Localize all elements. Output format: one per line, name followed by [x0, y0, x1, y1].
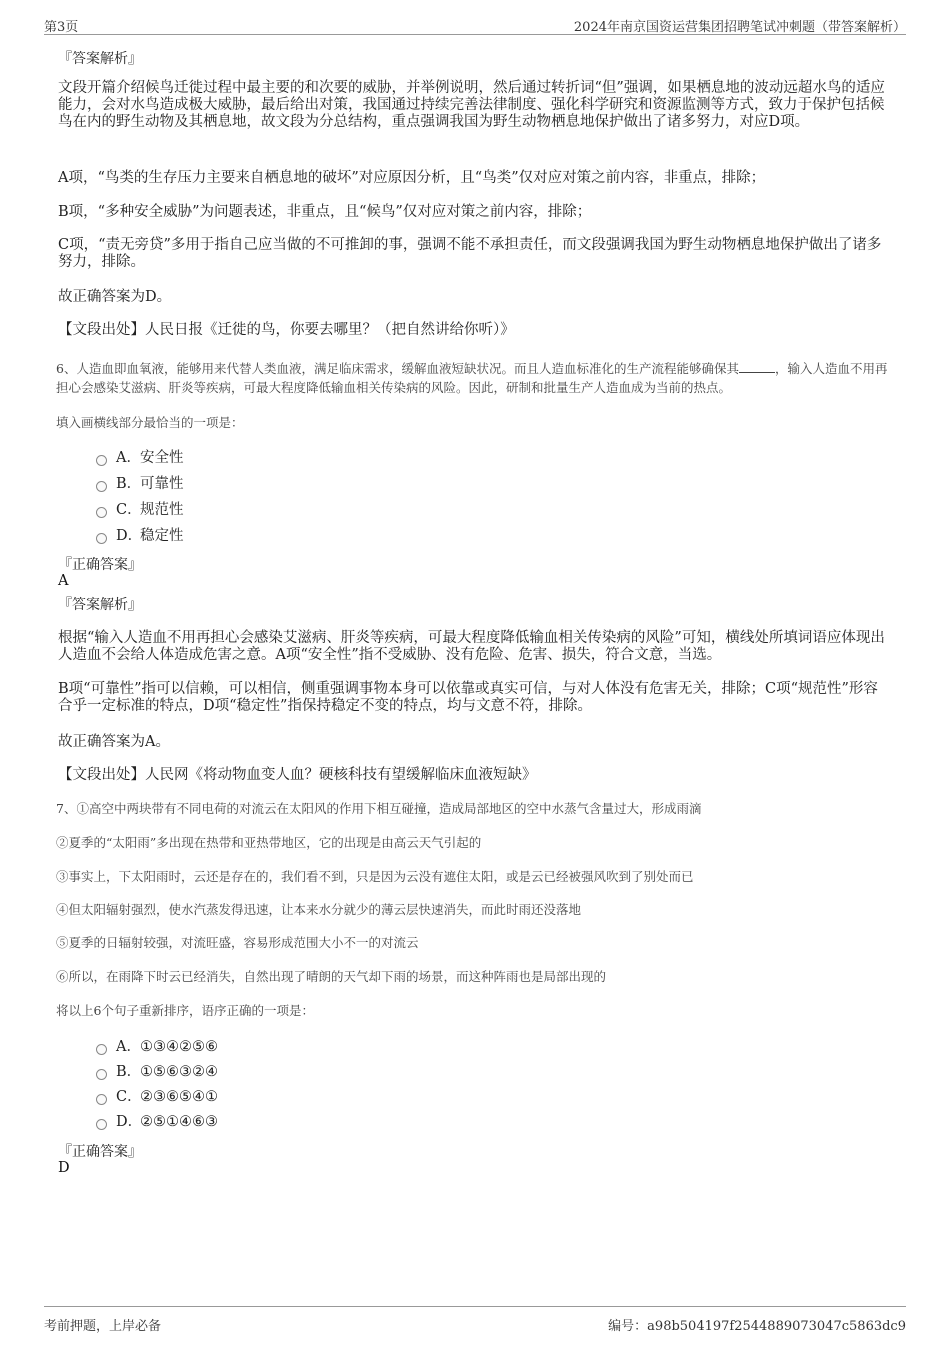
q6-option-d[interactable] — [96, 526, 184, 546]
q7-instruction: 将以上6个句子重新排序，语序正确的一项是： — [56, 1003, 314, 1018]
q5-analysis-paragraph-3: B项，“多种安全威胁”为问题表述，非重点，且“候鸟”仅对应对策之前内容，排除； — [58, 204, 592, 220]
page-number: 第3页 — [44, 20, 79, 35]
q6-analysis-paragraph-1: 根据“输入人造血不用再担心会感染艾滋病、肝炎等疾病，可最大程度降低输血相关传染病的风险”可知，横线处所填词语应体现出人造血不会给人体造成危害之意。A项“安全性”指不受威胁、没有危险、危害、损失，符合文意，当选。 — [58, 630, 885, 663]
footer-slogan: 考前押题，上岸必备 — [44, 1319, 162, 1334]
radio-button-icon[interactable] — [96, 533, 107, 544]
q5-analysis-paragraph-2: A项，“鸟类的生存压力主要来自栖息地的破坏”对应原因分析，且“鸟类”仅对应对策之前内容，非重点，排除； — [58, 170, 766, 186]
radio-button-icon[interactable] — [96, 481, 107, 492]
document-title: 2024年南京国资运营集团招聘笔试冲刺题（带答案解析） — [573, 20, 906, 35]
q7-sentence-4: ④但太阳辐射强烈，使水汽蒸发得迅速，让本来水分就少的薄云层快速消失，而此时雨还没落地 — [56, 902, 582, 917]
q5-analysis-paragraph-1: 文段开篇介绍候鸟迁徙过程中最主要的和次要的威胁，并举例说明，然后通过转折词“但”强调，如果栖息地的波动远超水鸟的适应能力，会对水鸟造成极大威胁，最后给出对策，我国通过持续完善法律制度、强化科学研究和资源监测等方式，致力于保护包括候鸟在内的野生动物及其栖息地，故文段为分总结构，重点强调我国为野生动物栖息地保护做出了诸多努力，对应D项。 — [58, 80, 885, 130]
option-text: ②⑤①④⑥③ — [140, 1114, 218, 1130]
radio-button-icon[interactable] — [96, 1094, 107, 1105]
q7-answer-label: 『正确答案』 — [58, 1144, 142, 1160]
option-letter: C． — [116, 1089, 142, 1105]
q6-blank — [739, 360, 775, 373]
q6-analysis-paragraph-2: B项“可靠性”指可以信赖，可以相信，侧重强调事物本身可以依靠或真实可信，与对人体没有危害无关，排除；C项“规范性”形容合乎一定标准的特点，D项“稳定性”指保持稳定不变的特点，均与文意不符，排除。 — [58, 681, 878, 714]
q5-source: 【文段出处】人民日报《迁徙的鸟，你要去哪里？（把自然讲给你听）》 — [58, 322, 515, 338]
q6-source: 【文段出处】人民网《将动物血变人血？硬核科技有望缓解临床血液短缺》 — [58, 767, 537, 783]
radio-button-icon[interactable] — [96, 1044, 107, 1055]
q7-sentence-5: ⑤夏季的日辐射较强，对流旺盛，容易形成范围大小不一的对流云 — [56, 935, 419, 950]
option-letter: B． — [116, 476, 142, 492]
q6-analysis-conclusion: 故正确答案为A。 — [58, 734, 170, 750]
option-letter: A． — [116, 1039, 141, 1055]
q7-sentence-1: 7、①高空中两块带有不同电荷的对流云在太阳风的作用下相互碰撞，造成局部地区的空中水蒸气含量过大，形成雨滴 — [56, 801, 702, 816]
q7-option-c[interactable] — [96, 1087, 218, 1107]
page-header — [44, 12, 906, 35]
option-text: ②③⑥⑤④① — [140, 1089, 218, 1105]
q6-option-c[interactable] — [96, 500, 184, 520]
q5-analysis-paragraph-4: C项，“责无旁贷”多用于指自己应当做的不可推卸的事，强调不能不承担责任，而文段强调我国为野生动物栖息地保护做出了诸多努力，排除。 — [58, 237, 882, 270]
option-text: 规范性 — [140, 502, 184, 518]
q6-stem-part-2: ，输入人造血不用再担心会感染艾滋病、肝炎等疾病，可最大程度降低输血相关传染病的风险。因此，研制和批量生产人造血成为当前的热点。 — [56, 361, 888, 395]
option-letter: A． — [116, 450, 141, 466]
document-code: 编号：a98b504197f2544889073047c5863dc9 — [608, 1319, 906, 1334]
option-letter: B． — [116, 1064, 142, 1080]
q6-option-b[interactable] — [96, 474, 184, 494]
radio-button-icon[interactable] — [96, 455, 107, 466]
q6-answer-label: 『正确答案』 — [58, 557, 142, 573]
option-letter: D． — [116, 528, 143, 544]
q6-analysis-label: 『答案解析』 — [58, 597, 142, 613]
option-text: 稳定性 — [140, 528, 184, 544]
q7-option-a[interactable] — [96, 1037, 218, 1057]
q6-stem — [56, 359, 892, 397]
q7-option-b[interactable] — [96, 1062, 218, 1082]
q6-option-a[interactable] — [96, 448, 184, 468]
option-text: ①③④②⑤⑥ — [140, 1039, 218, 1055]
option-text: 可靠性 — [140, 476, 184, 492]
q7-sentence-3: ③事实上，下太阳雨时，云还是存在的，我们看不到，只是因为云没有遮住太阳，或是云已经被强风吹到了别处而已 — [56, 869, 694, 884]
page-footer — [44, 1306, 906, 1335]
q7-answer: D — [58, 1160, 70, 1176]
q5-analysis-conclusion: 故正确答案为D。 — [58, 289, 172, 305]
radio-button-icon[interactable] — [96, 1119, 107, 1130]
q7-sentence-2: ②夏季的“太阳雨”多出现在热带和亚热带地区，它的出现是由高云天气引起的 — [56, 835, 482, 850]
q6-stem-part-1: 6、人造血即血氧液，能够用来代替人类血液，满足临床需求，缓解血液短缺状况。而且人造血标准化的生产流程能够确保其 — [56, 361, 739, 376]
q7-sentence-6: ⑥所以，在雨降下时云已经消失，自然出现了晴朗的天气却下雨的场景，而这种阵雨也是局部出现的 — [56, 969, 607, 984]
option-letter: D． — [116, 1114, 143, 1130]
option-text: 安全性 — [140, 450, 184, 466]
option-letter: C． — [116, 502, 142, 518]
radio-button-icon[interactable] — [96, 1069, 107, 1080]
q6-answer: A — [58, 573, 69, 589]
q7-option-d[interactable] — [96, 1112, 218, 1132]
q5-analysis-label: 『答案解析』 — [58, 51, 142, 67]
q6-instruction: 填入画横线部分最恰当的一项是： — [56, 415, 244, 430]
option-text: ①⑤⑥③②④ — [140, 1064, 218, 1080]
radio-button-icon[interactable] — [96, 507, 107, 518]
